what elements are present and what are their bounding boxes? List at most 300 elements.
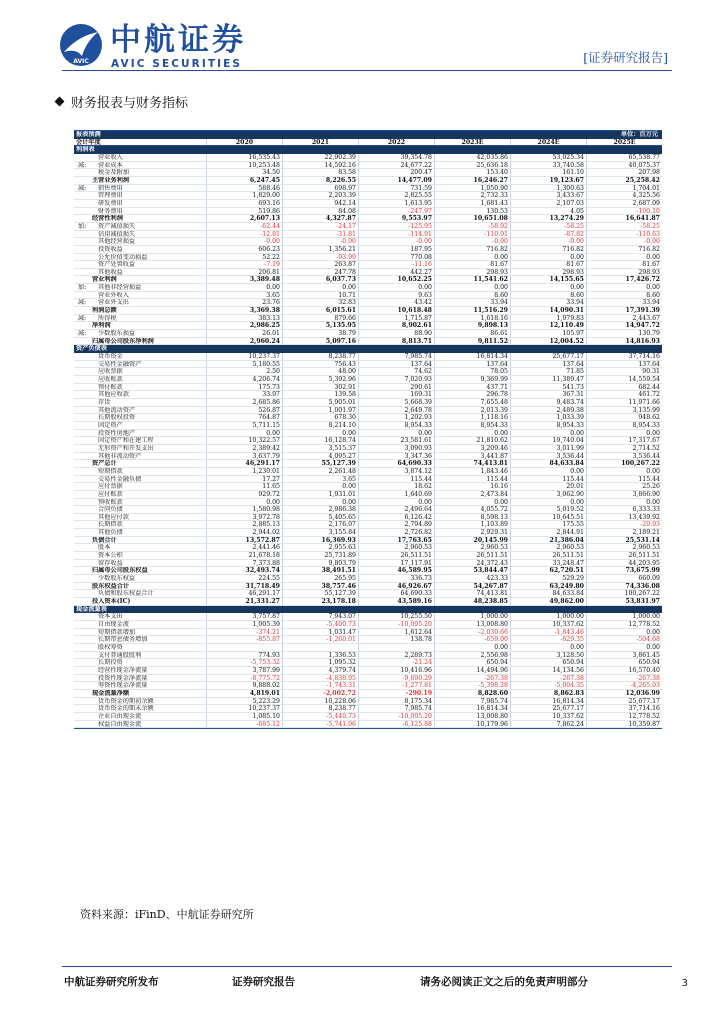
row-label: 应收账款	[98, 376, 123, 383]
table-cell: 54,267.87	[434, 583, 510, 590]
row-label: 现金流量净额	[92, 689, 130, 697]
table-cell: -5,753.32	[206, 659, 282, 666]
table-cell: 1,103.89	[434, 521, 510, 528]
table-unit: 单位：百万元	[620, 131, 658, 138]
row-prefix: 减:	[78, 330, 87, 337]
table-cell: -100.10	[586, 208, 662, 215]
row-label: 营业外支出	[98, 299, 129, 307]
table-cell: 10,651.08	[434, 215, 510, 222]
table-cell: 764.87	[206, 414, 282, 421]
table-cell: 290.61	[358, 384, 434, 391]
row-label: 投入资本(IC)	[92, 598, 131, 605]
table-cell: 5,668.39	[358, 399, 434, 406]
table-row	[74, 583, 662, 591]
table-cell: -11.16	[358, 261, 434, 268]
row-label: 自由现金流	[98, 621, 129, 628]
table-row	[74, 667, 662, 675]
table-cell: 115.44	[434, 476, 510, 483]
table-cell: 247.78	[282, 269, 358, 276]
table-cell: 187.95	[358, 246, 434, 253]
table-row	[74, 338, 662, 346]
row-label: 少数股东权益	[98, 575, 136, 582]
table-cell: 1,202.93	[358, 414, 434, 421]
table-cell: 2,443.67	[586, 315, 662, 322]
table-cell: 26,511.51	[586, 552, 662, 559]
table-cell: 2,496.64	[358, 506, 434, 513]
table-cell: 12,004.52	[510, 338, 586, 345]
table-row	[74, 713, 662, 721]
table-cell	[282, 644, 358, 651]
table-cell: -125.95	[358, 223, 434, 230]
row-label: 其他负债	[98, 529, 123, 536]
table-cell: 693.16	[206, 200, 282, 207]
table-cell: 20,145.99	[434, 537, 510, 544]
row-label-cell	[74, 391, 206, 398]
table-cell: 3,861.45	[586, 652, 662, 659]
table-row	[74, 185, 662, 193]
table-cell: 0.00	[282, 483, 358, 490]
table-cell: 14,155.65	[510, 276, 586, 283]
table-cell: 100,267.22	[586, 460, 662, 467]
table-section-header	[74, 606, 662, 614]
table-row	[74, 261, 662, 269]
table-cell: 1,000.00	[510, 613, 586, 620]
table-cell: 37,714.16	[586, 353, 662, 360]
table-cell: 0.00	[206, 499, 282, 506]
table-cell: 55,127.39	[282, 460, 358, 467]
table-row	[74, 636, 662, 644]
table-cell: 2,960.24	[206, 338, 282, 345]
table-cell: 2,013.39	[434, 407, 510, 414]
table-cell: 650.94	[510, 659, 586, 666]
table-cell: 63,249.80	[510, 583, 586, 590]
table-cell: 8,175.34	[358, 698, 434, 705]
row-label: 利润总额	[92, 307, 117, 314]
section-label-cell	[74, 606, 206, 614]
table-row	[74, 422, 662, 430]
table-cell: 84,633.84	[510, 460, 586, 467]
table-section-header	[74, 345, 662, 353]
table-cell: 3.65	[282, 476, 358, 483]
table-cell: -0.00	[586, 238, 662, 245]
table-row	[74, 659, 662, 667]
logo-chinese-text: 中航证券	[110, 22, 246, 58]
row-label-cell	[74, 491, 206, 498]
table-cell: 3,536.44	[510, 453, 586, 460]
table-cell: 948.62	[586, 414, 662, 421]
page-number: 3	[681, 978, 688, 989]
table-cell: 19,740.04	[510, 437, 586, 444]
table-cell: 1,033.39	[510, 414, 586, 421]
table-row	[74, 476, 662, 484]
table-cell: 0.00	[434, 499, 510, 506]
table-cell: 7,985.74	[434, 698, 510, 705]
table-cell: 1,050.90	[434, 185, 510, 192]
table-cell: 16,814.34	[434, 353, 510, 360]
table-cell: 25,677.17	[586, 698, 662, 705]
row-label-cell	[74, 407, 206, 414]
table-cell: 588.46	[206, 185, 282, 192]
table-cell: 7,862.24	[510, 721, 586, 728]
row-label-cell	[74, 476, 206, 483]
table-cell: 46,291.17	[206, 590, 282, 597]
table-cell: 53,831.97	[586, 598, 662, 605]
row-label-cell	[74, 330, 206, 337]
table-cell: 2,955.63	[282, 544, 358, 551]
table-row	[74, 399, 662, 407]
row-label: 权益自由现金流	[98, 720, 142, 728]
table-cell: 1,085.10	[206, 713, 282, 720]
table-row	[74, 652, 662, 660]
table-cell: 1,681.43	[434, 200, 510, 207]
table-cell: 298.93	[586, 269, 662, 276]
row-label-cell	[74, 284, 206, 291]
row-label: 固定资产和在建工程	[98, 437, 154, 444]
table-row	[74, 483, 662, 491]
table-cell: 10,228.06	[282, 698, 358, 705]
table-cell: 65,538.77	[586, 154, 662, 161]
table-cell: 0.00	[586, 284, 662, 291]
table-cell: 3,536.44	[586, 453, 662, 460]
row-label-cell	[74, 544, 206, 551]
row-label-cell	[74, 361, 206, 368]
table-row	[74, 552, 662, 560]
row-label: 营业外收入	[98, 291, 129, 299]
table-cell: 13,274.29	[510, 215, 586, 222]
table-cell: 18.62	[358, 483, 434, 490]
table-row	[74, 231, 662, 239]
table-cell: 53,025.34	[510, 154, 586, 161]
row-label: 应付票据	[98, 483, 123, 490]
table-cell: -855.87	[206, 636, 282, 643]
table-cell: 423.33	[434, 575, 510, 582]
table-cell: 83.58	[282, 169, 358, 176]
table-cell: 74,336.08	[586, 583, 662, 590]
row-prefix: 加:	[78, 284, 87, 291]
table-cell: 9,803.79	[282, 560, 358, 567]
table-cell: -5,741.06	[282, 721, 358, 728]
table-row	[74, 621, 662, 629]
table-cell: 17,117.91	[358, 560, 434, 567]
row-label: 其他非经营损益	[98, 284, 142, 291]
table-cell: 33.94	[434, 299, 510, 306]
table-cell: 138.78	[358, 636, 434, 643]
row-label-cell	[74, 246, 206, 253]
row-label-cell	[74, 162, 206, 169]
table-cell: 17,391.39	[586, 307, 662, 314]
table-cell: -9,690.29	[358, 675, 434, 682]
table-cell: 17,426.72	[586, 276, 662, 283]
table-cell: 46,926.67	[358, 583, 434, 590]
table-row	[74, 299, 662, 307]
table-cell: 2,960.53	[434, 544, 510, 551]
row-label-cell	[74, 644, 206, 651]
table-cell: 650.94	[434, 659, 510, 666]
table-cell: 929.72	[206, 491, 282, 498]
row-label: 归属母公司股东净利润	[92, 337, 154, 345]
table-cell: -659.00	[434, 636, 510, 643]
row-label-cell	[74, 192, 206, 199]
report-type-tag: [证券研究报告]	[583, 50, 668, 65]
table-cell: 10,645.51	[510, 514, 586, 521]
table-cell: 10,253.48	[206, 162, 282, 169]
table-cell: 3,369.38	[206, 307, 282, 314]
table-cell: 33.97	[206, 391, 282, 398]
table-cell: 519.86	[206, 208, 282, 215]
table-cell: 44,203.95	[586, 560, 662, 567]
row-label: 营业成本	[98, 161, 123, 169]
table-cell: 3,062.90	[510, 491, 586, 498]
table-cell: 46,589.95	[358, 567, 434, 574]
table-cell: 14,947.72	[586, 322, 662, 329]
table-cell: 1,005.39	[206, 621, 282, 628]
table-cell: 5,223.29	[206, 698, 282, 705]
table-cell: 0.00	[586, 629, 662, 636]
row-label: 股权筹资	[98, 643, 123, 651]
table-row	[74, 200, 662, 208]
table-cell: 3,787.99	[206, 667, 282, 674]
table-cell: 105.97	[510, 330, 586, 337]
table-cell: 46,291.17	[206, 460, 282, 467]
table-cell: 1,095.32	[282, 659, 358, 666]
table-cell: 526.87	[206, 407, 282, 414]
row-label: 其他非流动资产	[98, 452, 142, 460]
table-cell: -267.38	[510, 675, 586, 682]
table-cell: 206.81	[206, 269, 282, 276]
table-cell: -374.21	[206, 629, 282, 636]
table-cell: 74.62	[358, 368, 434, 375]
row-label: 净利润	[92, 322, 111, 330]
year-header: 2022	[358, 139, 434, 146]
row-label: 短期借款	[98, 467, 123, 475]
row-label: 长期投资	[98, 659, 123, 666]
table-cell: 88.90	[358, 330, 434, 337]
table-cell: 32.83	[282, 299, 358, 306]
table-row	[74, 208, 662, 216]
row-label-cell	[74, 376, 206, 383]
table-cell: 130.53	[434, 208, 510, 215]
year-header: 2023E	[434, 139, 510, 146]
table-cell: 64,690.33	[358, 590, 434, 597]
table-cell: 4,327.87	[282, 215, 358, 222]
table-cell: 8,902.61	[358, 322, 434, 329]
table-row	[74, 276, 662, 284]
table-cell: 40,075.37	[586, 162, 662, 169]
table-cell: 774.93	[206, 652, 282, 659]
table-cell: 25,677.17	[510, 705, 586, 712]
table-cell: 0.00	[358, 284, 434, 291]
table-row	[74, 169, 662, 177]
table-cell: 0.00	[434, 284, 510, 291]
table-cell: 2,960.53	[358, 544, 434, 551]
table-cell: 2,929.31	[434, 529, 510, 536]
row-label-cell	[74, 384, 206, 391]
row-label-cell	[74, 690, 206, 697]
footer-divider	[62, 966, 672, 967]
table-cell: 10.71	[282, 292, 358, 299]
row-label-cell	[74, 338, 206, 345]
row-label-cell	[74, 682, 206, 689]
table-cell: 0.00	[510, 254, 586, 261]
table-cell: 55,127.39	[282, 590, 358, 597]
table-row	[74, 514, 662, 522]
section-label: 资产负债表	[76, 345, 107, 353]
table-cell: 74,413.81	[434, 460, 510, 467]
table-cell: 5,180.55	[206, 361, 282, 368]
table-cell: 78.05	[434, 368, 510, 375]
table-cell: 3,135.99	[586, 407, 662, 414]
table-cell: -21.24	[358, 659, 434, 666]
table-cell: 5,711.15	[206, 422, 282, 429]
table-row	[74, 560, 662, 568]
table-cell: -2,030.66	[434, 629, 510, 636]
table-cell: 2,885.13	[206, 521, 282, 528]
table-cell: 2,844.91	[510, 529, 586, 536]
row-label: 应收票据	[98, 368, 123, 375]
table-cell: -267.38	[434, 675, 510, 682]
table-cell: 13,008.80	[434, 621, 510, 628]
table-cell: 9.63	[358, 292, 434, 299]
table-cell: 442.27	[358, 269, 434, 276]
table-row	[74, 544, 662, 552]
table-cell: 0.00	[206, 284, 282, 291]
table-cell: 298.93	[510, 269, 586, 276]
table-cell: 1,580.98	[206, 506, 282, 513]
table-cell: 13,572.87	[206, 537, 282, 544]
table-cell: 1,618.16	[434, 315, 510, 322]
table-cell: 3,972.78	[206, 514, 282, 521]
table-cell: -29.93	[586, 521, 662, 528]
table-cell: 42,035.86	[434, 154, 510, 161]
table-cell: 1,031.47	[282, 629, 358, 636]
row-label: 货币资金的期初余额	[98, 697, 154, 705]
table-cell: 100,267.22	[586, 590, 662, 597]
row-label: 资产减值损失	[98, 222, 136, 230]
table-cell: 7,985.74	[358, 705, 434, 712]
table-cell: 5,019.52	[510, 506, 586, 513]
table-row	[74, 192, 662, 200]
table-cell: -1,277.81	[358, 682, 434, 689]
table-cell: -504.68	[586, 636, 662, 643]
table-body	[74, 146, 662, 728]
table-cell: 16,570.40	[586, 667, 662, 674]
table-row	[74, 361, 662, 369]
table-cell: 0.00	[586, 644, 662, 651]
table-cell: 529.29	[510, 575, 586, 582]
row-label: 其他应收款	[98, 391, 129, 398]
row-label: 其他流动资产	[98, 406, 136, 414]
table-cell: 23,178.18	[282, 598, 358, 605]
table-cell: 0.00	[282, 430, 358, 437]
table-cell: 169.31	[358, 391, 434, 398]
table-cell: -58.92	[434, 223, 510, 230]
table-cell: -24.17	[282, 223, 358, 230]
table-cell: 0.00	[586, 254, 662, 261]
table-cell: 16,641.87	[586, 215, 662, 222]
table-cell: 32,493.74	[206, 567, 282, 574]
table-cell: 6,037.73	[282, 276, 358, 283]
table-cell: 10,359.87	[586, 721, 662, 728]
year-header: 2020	[206, 139, 282, 146]
table-cell: 8,214.10	[282, 422, 358, 429]
table-row	[74, 162, 662, 170]
table-cell: 3,347.36	[358, 453, 434, 460]
footer-publisher: 中航证券研究所发布	[64, 976, 159, 988]
row-label: 负债合计	[92, 536, 117, 544]
table-cell: 12,778.52	[586, 713, 662, 720]
table-year-header-row	[74, 139, 662, 147]
table-title-row	[74, 131, 662, 139]
table-cell: 8,828.60	[434, 690, 510, 697]
table-cell: -0.00	[358, 238, 434, 245]
row-label: 固定资产	[98, 421, 123, 429]
row-prefix: 减:	[78, 299, 87, 307]
table-row	[74, 269, 662, 277]
table-cell: 2,726.82	[358, 529, 434, 536]
table-row	[74, 376, 662, 384]
table-cell: 130.79	[586, 330, 662, 337]
table-cell: 224.55	[206, 575, 282, 582]
row-label-cell	[74, 713, 206, 720]
table-cell: 2,473.84	[434, 491, 510, 498]
table-cell: 8,954.33	[510, 422, 586, 429]
table-row	[74, 705, 662, 713]
table-cell: 4,206.74	[206, 376, 282, 383]
table-cell: 10,416.96	[358, 667, 434, 674]
table-cell: 33,248.47	[510, 560, 586, 567]
table-cell: 11,971.66	[586, 399, 662, 406]
table-cell: 2,107.03	[510, 200, 586, 207]
table-cell	[206, 644, 282, 651]
table-cell: 4,055.72	[434, 506, 510, 513]
row-label: 所得税	[98, 314, 117, 322]
row-label-cell	[74, 231, 206, 238]
table-cell: 10,337.62	[510, 713, 586, 720]
row-label: 投资收益	[98, 245, 123, 253]
table-cell: 2,489.38	[510, 407, 586, 414]
table-cell: 33.94	[586, 299, 662, 306]
financial-forecast-table	[74, 130, 662, 729]
row-label-cell	[74, 514, 206, 521]
table-cell: -10,095.20	[358, 621, 434, 628]
row-label-cell	[74, 276, 206, 283]
row-label-cell	[74, 261, 206, 268]
table-row	[74, 292, 662, 300]
table-cell: 26,511.51	[434, 552, 510, 559]
table-cell: 19,123.67	[510, 177, 586, 184]
table-row	[74, 453, 662, 461]
row-label-cell	[74, 552, 206, 559]
table-row	[74, 682, 662, 690]
table-cell: 73,675.99	[586, 567, 662, 574]
table-row	[74, 445, 662, 453]
table-cell: 4,325.56	[586, 192, 662, 199]
year-header-label: 会计年度	[76, 138, 101, 146]
table-cell: 7,985.74	[358, 353, 434, 360]
row-label: 营业利润	[92, 276, 117, 284]
table-cell: 2,687.09	[586, 200, 662, 207]
table-cell: 139.58	[282, 391, 358, 398]
row-label-cell	[74, 322, 206, 329]
table-cell: 650.94	[586, 659, 662, 666]
section-title-text: 财务报表与财务指标	[71, 96, 189, 111]
table-cell: 9,369.99	[434, 376, 510, 383]
table-cell: 33.94	[510, 299, 586, 306]
table-cell: 200.47	[358, 169, 434, 176]
row-label: 长期借款	[98, 521, 123, 529]
table-cell: 698.97	[282, 185, 358, 192]
row-label-cell	[74, 652, 206, 659]
